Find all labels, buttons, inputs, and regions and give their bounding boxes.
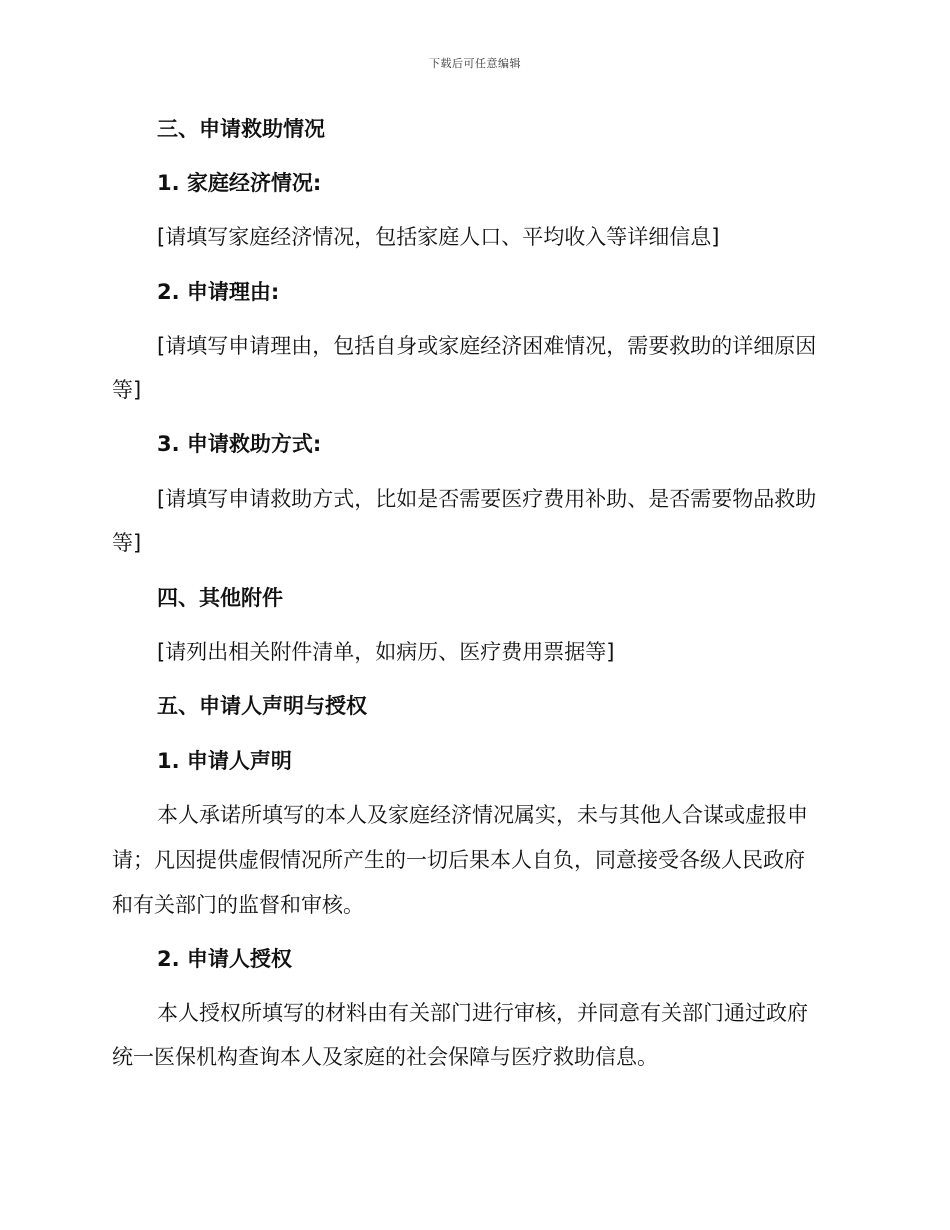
section-3-3-title: 3. 申请救助方式:: [157, 432, 322, 456]
section-5-title: 五、申请人声明与授权: [157, 694, 367, 718]
section-3-title: 三、申请救助情况: [157, 117, 325, 141]
section-4-title: 四、其他附件: [157, 586, 283, 610]
section-3-2-title: 2. 申请理由:: [157, 280, 280, 304]
section-5-1-body-line-1: 本人承诺所填写的本人及家庭经济情况属实，未与其他人合谋或虚报申: [157, 803, 808, 827]
page-header: 下载后可任意编辑: [429, 57, 521, 70]
section-3-1-title: 1. 家庭经济情况:: [157, 171, 322, 195]
section-3-1-body: [请填写家庭经济情况，包括家庭人口、平均收入等详细信息]: [157, 225, 720, 249]
section-3-2-body-line-2: 等]: [112, 378, 142, 402]
section-3-3-body-line-2: 等]: [112, 531, 142, 555]
section-5-2-body-line-2: 统一医保机构查询本人及家庭的社会保障与医疗救助信息。: [112, 1045, 658, 1069]
section-3-3-body-line-1: [请填写申请救助方式，比如是否需要医疗费用补助、是否需要物品救助: [157, 487, 817, 511]
section-3-2-body-line-1: [请填写申请理由，包括自身或家庭经济困难情况，需要救助的详细原因: [157, 334, 817, 358]
section-4-body: [请列出相关附件清单，如病历、医疗费用票据等]: [157, 640, 615, 664]
section-5-1-body-line-2: 请；凡因提供虚假情况所产生的一切后果本人自负，同意接受各级人民政府: [112, 848, 805, 872]
section-5-1-title: 1. 申请人声明: [157, 749, 292, 773]
section-5-1-body-line-3: 和有关部门的监督和审核。: [112, 893, 364, 917]
section-5-2-body-line-1: 本人授权所填写的材料由有关部门进行审核，并同意有关部门通过政府: [157, 1001, 808, 1025]
section-5-2-title: 2. 申请人授权: [157, 947, 292, 971]
